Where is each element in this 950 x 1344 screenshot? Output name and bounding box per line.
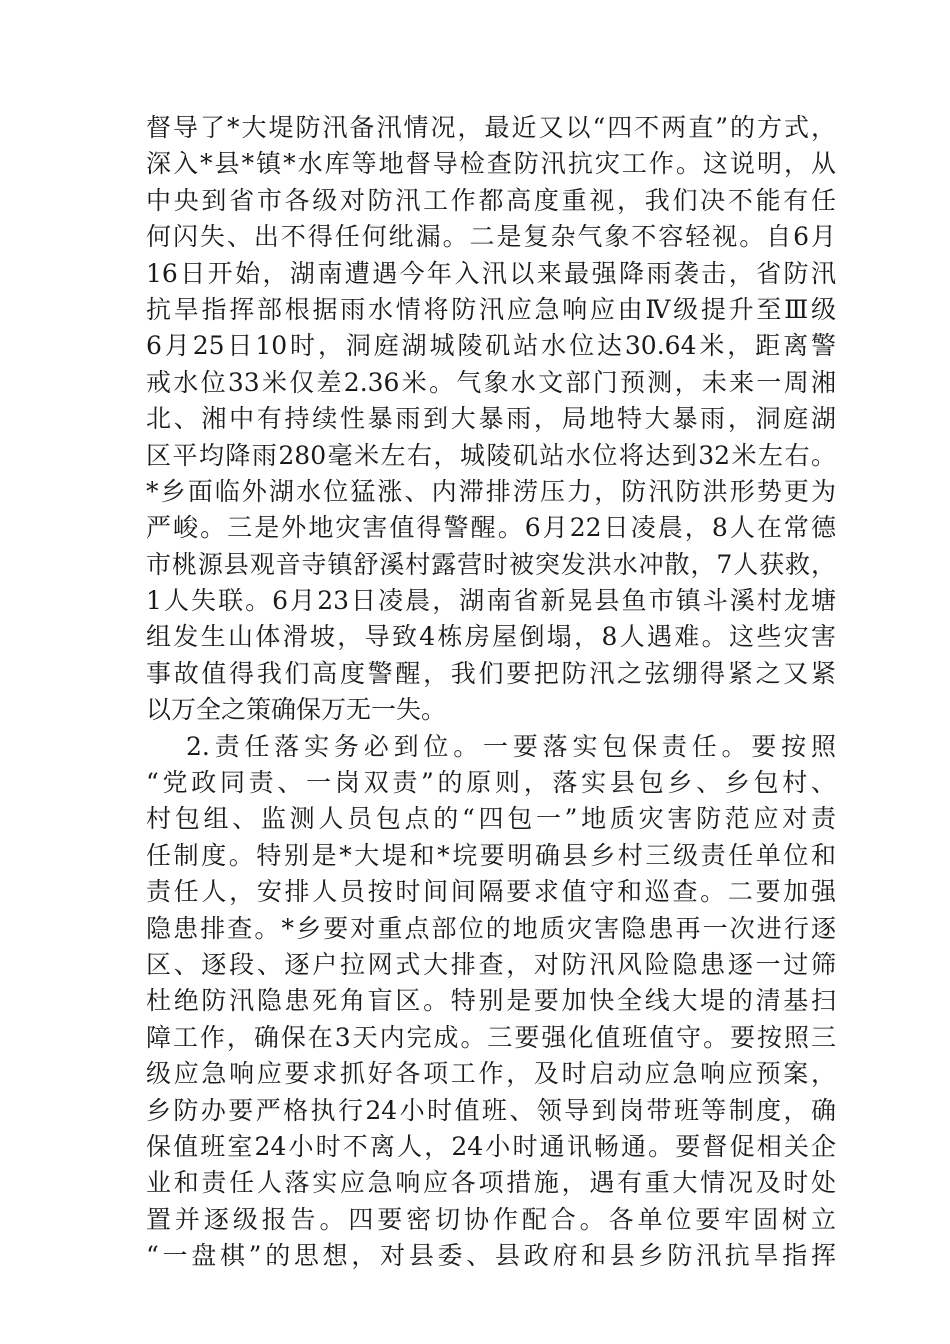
text-line: 保值班室24小时不离人，24小时通讯畅通。要督促相关企 <box>146 1131 836 1161</box>
text-line: “一盘棋”的思想，对县委、县政府和县乡防汛抗旱指挥 <box>146 1241 836 1271</box>
body-text <box>146 110 836 1275</box>
text-line: 区、逐段、逐户拉网式大排查，对防汛风险隐患逐一过筛 <box>146 949 836 979</box>
text-line: 深入*县*镇*水库等地督导检查防汛抗灾工作。这说明，从 <box>146 149 836 179</box>
text-line: 1人失联。6月23日凌晨，湖南省新晃县鱼市镇斗溪村龙塘 <box>146 586 836 616</box>
text-line: 16日开始，湖南遭遇今年入汛以来最强降雨袭击，省防汛 <box>146 258 836 288</box>
text-line: 督导了*大堤防汛备汛情况，最近又以“四不两直”的方式， <box>146 113 836 142</box>
text-line: 6月25日10时，洞庭湖城陵矶站水位达30.64米，距离警 <box>146 331 836 361</box>
text-line: *乡面临外湖水位猛涨、内滞排涝压力，防汛防洪形势更为 <box>146 476 836 506</box>
text-line: “党政同责、一岗双责”的原则，落实县包乡、乡包村、 <box>146 768 836 798</box>
text-line: 置并逐级报告。四要密切协作配合。各单位要牢固树立 <box>146 1204 836 1234</box>
text-line: 何闪失、出不得任何纰漏。二是复杂气象不容轻视。自6月 <box>146 222 836 252</box>
text-line: 市桃源县观音寺镇舒溪村露营时被突发洪水冲散，7人获救， <box>146 549 836 579</box>
text-line: 抗旱指挥部根据雨水情将防汛应急响应由Ⅳ级提升至Ⅲ级 <box>146 294 836 324</box>
paragraph-end-line: 以万全之策确保万无一失。 <box>146 695 447 725</box>
text-line: 隐患排查。*乡要对重点部位的地质灾害隐患再一次进行逐 <box>146 913 836 943</box>
text-line: 组发生山体滑坡，导致4栋房屋倒塌，8人遇难。这些灾害 <box>146 622 836 652</box>
text-line: 村包组、监测人员包点的“四包一”地质灾害防范应对责 <box>146 804 836 834</box>
text-line: 乡防办要严格执行24小时值班、领导到岗带班等制度，确 <box>146 1095 836 1125</box>
text-line: 北、湘中有持续性暴雨到大暴雨，局地特大暴雨，洞庭湖 <box>146 404 836 434</box>
text-line: 戒水位33米仅差2.36米。气象水文部门预测，未来一周湘 <box>146 367 836 397</box>
text-line: 杜绝防汛隐患死角盲区。特别是要加快全线大堤的清基扫 <box>146 986 836 1016</box>
text-line: 责任人，安排人员按时间间隔要求值守和巡查。二要加强 <box>146 877 836 907</box>
text-line: 事故值得我们高度警醒，我们要把防汛之弦绷得紧之又紧 <box>146 658 836 688</box>
text-line: 障工作，确保在3天内完成。三要强化值班值守。要按照三 <box>146 1022 836 1052</box>
text-line: 业和责任人落实应急响应各项措施，遇有重大情况及时处 <box>146 1168 836 1198</box>
text-line: 级应急响应要求抓好各项工作，及时启动应急响应预案， <box>146 1059 836 1089</box>
section-heading-line: 2.责任落实务必到位。一要落实包保责任。要按照 <box>186 731 836 761</box>
text-line: 区平均降雨280毫米左右，城陵矶站水位将达到32米左右。 <box>146 440 836 470</box>
text-line: 严峻。三是外地灾害值得警醒。6月22日凌晨，8人在常德 <box>146 513 836 543</box>
text-line: 中央到省市各级对防汛工作都高度重视，我们决不能有任 <box>146 185 836 215</box>
text-line: 任制度。特别是*大堤和*垸要明确县乡村三级责任单位和 <box>146 840 836 870</box>
